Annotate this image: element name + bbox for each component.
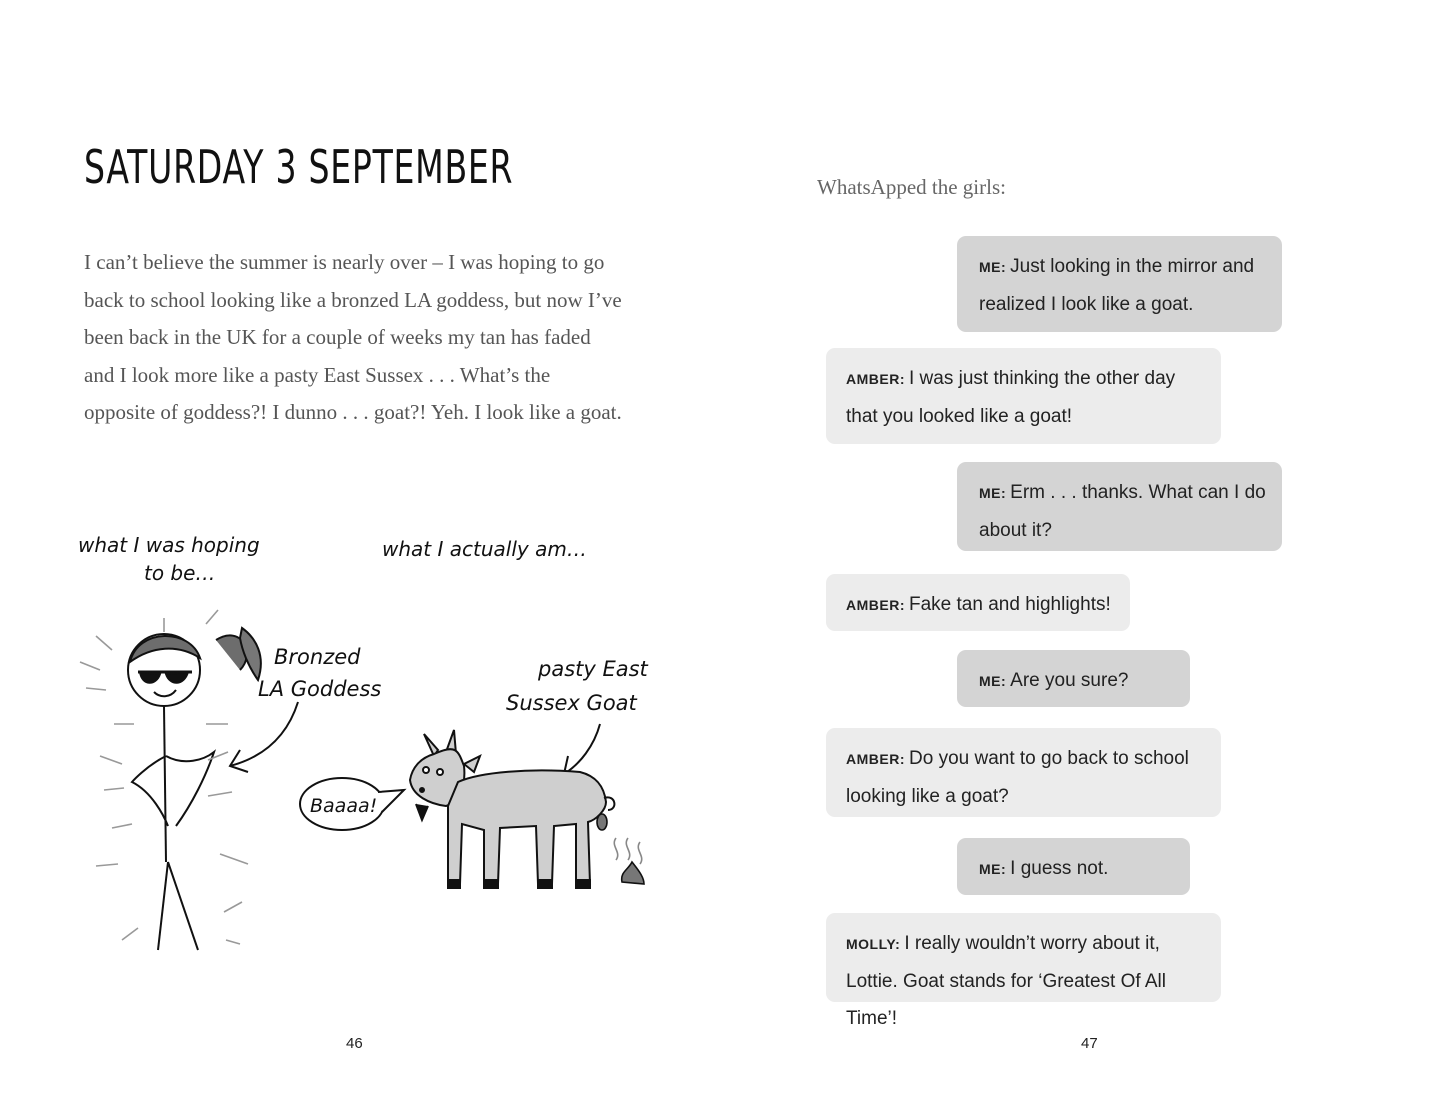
chat-bubble-me [957, 236, 1282, 332]
speaker-label: MOLLY: [846, 936, 901, 952]
chat-bubble-amber [826, 728, 1221, 817]
message-text: Are you sure? [1010, 670, 1129, 691]
speaker-label: AMBER: [846, 597, 905, 613]
chat-bubble-molly [826, 913, 1221, 1029]
chat-bubble-amber [826, 574, 1130, 631]
arrow-to-goddess [230, 702, 298, 772]
doodle-drawing [60, 520, 680, 970]
label-goat-line2: Sussex Goat [506, 691, 637, 715]
page-number-left: 46 [346, 1035, 363, 1052]
label-goat-line1: pasty East [538, 657, 648, 681]
message-text: I really wouldn’t worry about it, Lottie. Goat stands for ‘Greatest Of All Time’! [846, 933, 1166, 1029]
page-number-right: 47 [1081, 1035, 1098, 1052]
arrow-to-goat [564, 724, 600, 774]
right-page [722, 0, 1445, 1109]
label-goddess-line1: Bronzed [274, 645, 361, 669]
goat-speech-text: Baaaa! [310, 795, 378, 817]
speaker-label: ME: [979, 485, 1007, 501]
message-text: Just looking in the mirror and realized I look like a goat. [979, 256, 1255, 315]
message-text: I guess not. [1010, 858, 1109, 879]
chat-bubble-me [957, 650, 1190, 707]
speaker-label: ME: [979, 259, 1007, 275]
left-page [0, 0, 722, 1109]
caption-hoping-line1: what I was hoping [78, 533, 260, 557]
chat-intro: WhatsApped the girls: [817, 175, 1006, 199]
chat-bubble-me [957, 462, 1282, 551]
goat-drawing [410, 730, 614, 888]
caption-hoping-line2: to be… [144, 561, 216, 585]
speaker-label: AMBER: [846, 371, 905, 387]
doodle-illustration [60, 520, 680, 970]
message-text: I was just thinking the other day that you looked like a goat! [846, 368, 1176, 427]
speaker-label: ME: [979, 673, 1007, 689]
chat-bubble-me [957, 838, 1190, 895]
message-text: Erm . . . thanks. What can I do about it? [979, 482, 1266, 541]
speaker-label: ME: [979, 861, 1007, 877]
diary-paragraph: I can’t believe the summer is nearly over – I was hoping to go back to school looking like a bronzed LA goddess, but now I’ve been back in the UK for a couple of weeks my tan has faded and I look more like a pasty East Sussex . . . What’s the opposite of goddess?! I dunno . . . goat?! Yeh. I look like a goat. [84, 250, 622, 425]
message-text: Fake tan and highlights! [909, 594, 1111, 615]
goat-droppings [597, 814, 644, 884]
diary-date-heading: SATURDAY 3 SEPTEMBER [84, 140, 514, 194]
message-text: Do you want to go back to school looking like a goat? [846, 748, 1189, 807]
caption-actually: what I actually am… [382, 537, 587, 561]
label-goddess-line2: LA Goddess [258, 677, 382, 701]
goat-speech-bubble [300, 778, 404, 830]
speaker-label: AMBER: [846, 751, 905, 767]
chat-bubble-amber [826, 348, 1221, 444]
